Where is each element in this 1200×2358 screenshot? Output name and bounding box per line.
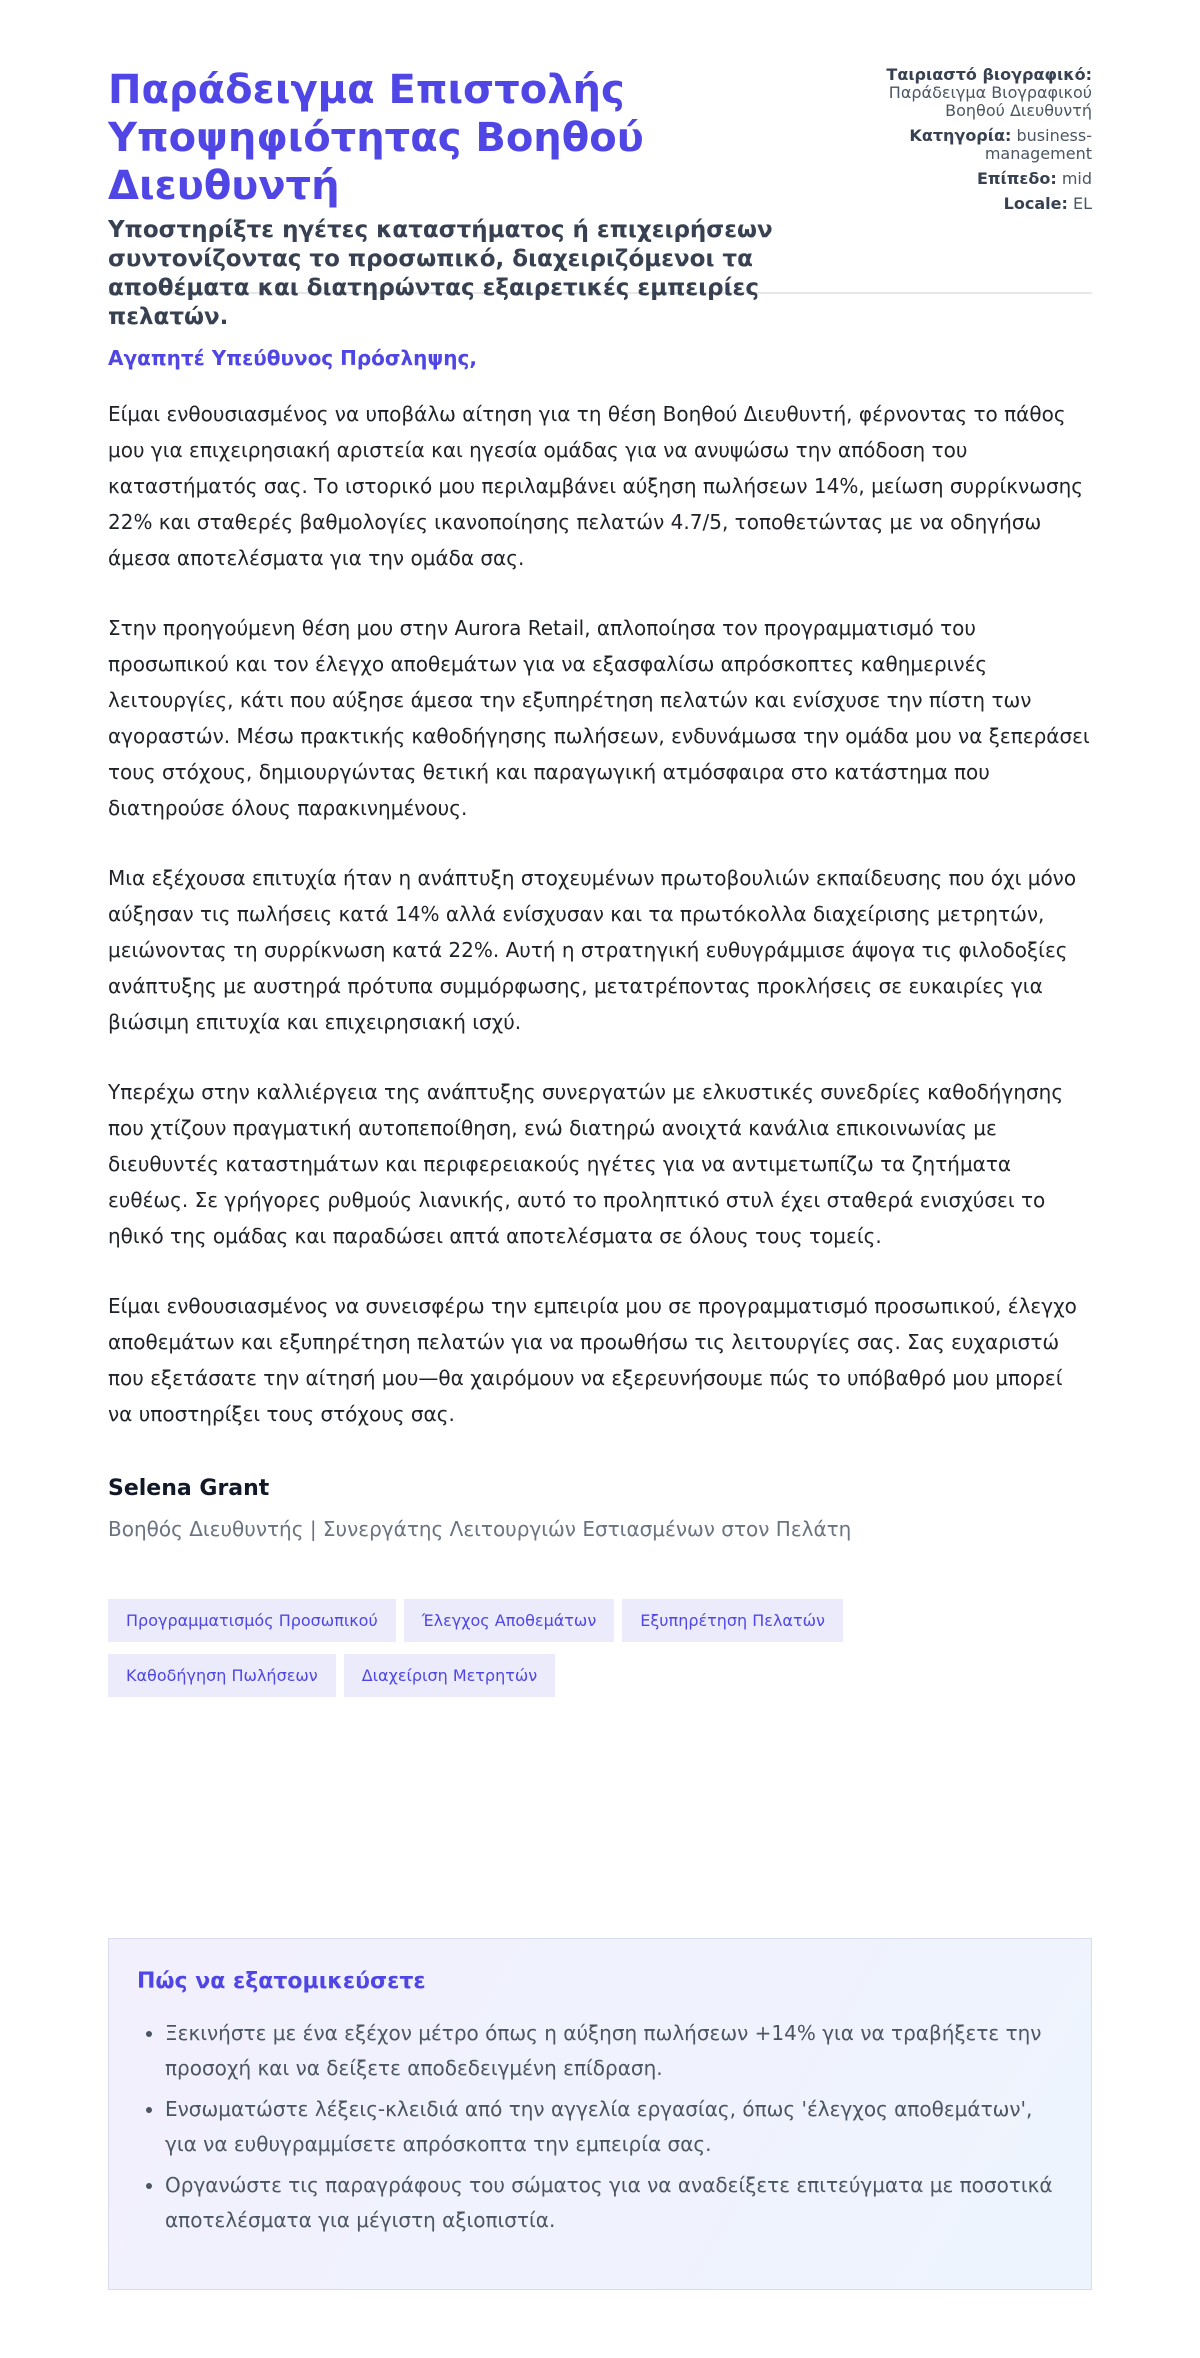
skill-tag: Προγραμματισμός Προσωπικού xyxy=(108,1599,396,1642)
meta-key: Επίπεδο: xyxy=(976,169,1057,188)
meta-value: EL xyxy=(1072,194,1092,213)
skill-tag: Έλεγχος Αποθεμάτων xyxy=(404,1599,615,1642)
letter-paragraph: Στην προηγούμενη θέση μου στην Aurora Retail, απλοποίησα τον προγραμματισμό του προσωπικού και τον έλεγχο αποθεμάτων για να εξασφαλίσω απρόσκοπτες καθημερινές λειτουργίες, κάτι που αύξησε άμεσα την εξυπηρέτηση πελατών και ενίσχυσε την πίστη των αγοραστών. Μέσω πρακτικής καθοδήγησης πωλήσεων, ενδυνάμωσα την ομάδα μου να ξεπεράσει τους στόχους, δημιουργώντας θετική και παραγωγική ατμόσφαιρα στο κατάστημα που διατηρούσε όλους παρακινημένους. xyxy=(108,616,1090,820)
page-subtitle: Υποστηρίξτε ηγέτες καταστήματος ή επιχειρήσεων συντονίζοντας το προσωπικό, διαχειριζόμενοι τα αποθέματα και διατηρώντας εξαιρετικές εμπειρίες πελατών. xyxy=(108,217,773,330)
tips-title: Πώς να εξατομικεύσετε xyxy=(137,1969,426,1994)
meta-key: Κατηγορία: xyxy=(909,126,1012,145)
meta-category xyxy=(872,127,1092,163)
letter-paragraph: Υπερέχω στην καλλιέργεια της ανάπτυξης συνεργατών με ελκυστικές συνεδρίες καθοδήγησης που χτίζουν πραγματική αυτοπεποίθηση, ενώ διατηρώ ανοιχτά κανάλια επικοινωνίας με διευθυντές καταστημάτων και περιφερειακούς ηγέτες για να αντιμετωπίζω τα ζητήματα ευθέως. Σε γρήγορες ρυθμούς λιανικής, αυτό το προληπτικό στυλ έχει σταθερά ενισχύσει το ηθικό της ομάδας και παραδώσει απτά αποτελέσματα σε όλους τους τομείς. xyxy=(108,1080,1064,1248)
letter-paragraph: Μια εξέχουσα επιτυχία ήταν η ανάπτυξη στοχευμένων πρωτοβουλιών εκπαίδευσης που όχι μόνο αύξησαν τις πωλήσεις κατά 14% αλλά ενίσχυσαν και τα πρωτόκολλα διαχείρισης μετρητών, μειώνοντας τη συρρίκνωση κατά 22%. Αυτή η στρατηγική ευθυγράμμισε άψογα τις φιλοδοξίες ανάπτυξης με αυστηρά πρότυπα συμμόρφωσης, μετατρέποντας προκλήσεις σε ευκαιρίες για βιώσιμη επιτυχία και επιχειρησιακή ισχύ. xyxy=(108,866,1077,1034)
skill-tags xyxy=(108,1599,1008,1709)
skill-tag: Εξυπηρέτηση Πελατών xyxy=(622,1599,843,1642)
page-title: Παράδειγμα Επιστολής Υποψηφιότητας Βοηθού Διευθυντή xyxy=(108,67,644,209)
meta-level xyxy=(872,170,1092,188)
signature-role: Βοηθός Διευθυντής | Συνεργάτης Λειτουργιών Εστιασμένων στον Πελάτη xyxy=(108,1517,852,1541)
letter-paragraph: Είμαι ενθουσιασμένος να υποβάλω αίτηση για τη θέση Βοηθού Διευθυντή, φέρνοντας το πάθος μου για επιχειρησιακή αριστεία και ηγεσία ομάδας για να ανυψώσω την απόδοση του καταστήματός σας. Το ιστορικό μου περιλαμβάνει αύξηση πωλήσεων 14%, μείωση συρρίκνωσης 22% και σταθερές βαθμολογίες ικανοποίησης πελατών 4.7/5, τοποθετώντας με να οδηγήσω άμεσα αποτελέσματα για την ομάδα σας. xyxy=(108,402,1084,570)
skill-tag: Διαχείριση Μετρητών xyxy=(344,1654,556,1697)
meta-key: Locale: xyxy=(1003,194,1068,213)
meta-key: Ταιριαστό βιογραφικό: xyxy=(886,65,1092,84)
meta-value: Παράδειγμα Βιογραφικού Βοηθού Διευθυντή xyxy=(888,83,1092,120)
letter-paragraph: Είμαι ενθουσιασμένος να συνεισφέρω την εμπειρία μου σε προγραμματισμό προσωπικού, έλεγχο αποθεμάτων και εξυπηρέτηση πελατών για να προωθήσω τις λειτουργίες σας. Σας ευχαριστώ που εξετάσατε την αίτησή μου—θα χαιρόμουν να εξερευνήσουμε πώς το υπόβαθρό μου μπορεί να υποστηρίξει τους στόχους σας. xyxy=(108,1294,1077,1426)
tip-item: • Οργανώστε τις παραγράφους του σώματος για να αναδείξετε επιτεύγματα με ποσοτικά αποτελέσματα για μέγιστη αξιοπιστία. xyxy=(165,2168,1063,2238)
meta-locale xyxy=(872,195,1092,213)
skill-tag: Καθοδήγηση Πωλήσεων xyxy=(108,1654,336,1697)
meta-value: mid xyxy=(1061,169,1092,188)
page-header xyxy=(108,0,1092,330)
tip-item: • Ξεκινήστε με ένα εξέχον μέτρο όπως η αύξηση πωλήσεων +14% για να τραβήξετε την προσοχή και να δείξετε αποδεδειγμένη επίδραση. xyxy=(165,2016,1063,2086)
customization-tips xyxy=(108,1938,1092,2290)
signature-block xyxy=(108,1476,1092,1541)
tips-list xyxy=(137,2016,1063,2238)
meta-panel xyxy=(872,66,1092,220)
signature-name: Selena Grant xyxy=(108,1476,270,1501)
meta-value: business-management xyxy=(984,126,1092,163)
tip-item: • Ενσωματώστε λέξεις-κλειδιά από την αγγελία εργασίας, όπως 'έλεγχος αποθεμάτων', για να ευθυγραμμίσετε απρόσκοπτα την εμπειρία σας. xyxy=(165,2092,1063,2162)
meta-matching-resume xyxy=(872,66,1092,120)
letter-greeting: Αγαπητέ Υπεύθυνος Πρόσληψης, xyxy=(108,346,477,370)
letter-body xyxy=(108,396,1092,1432)
